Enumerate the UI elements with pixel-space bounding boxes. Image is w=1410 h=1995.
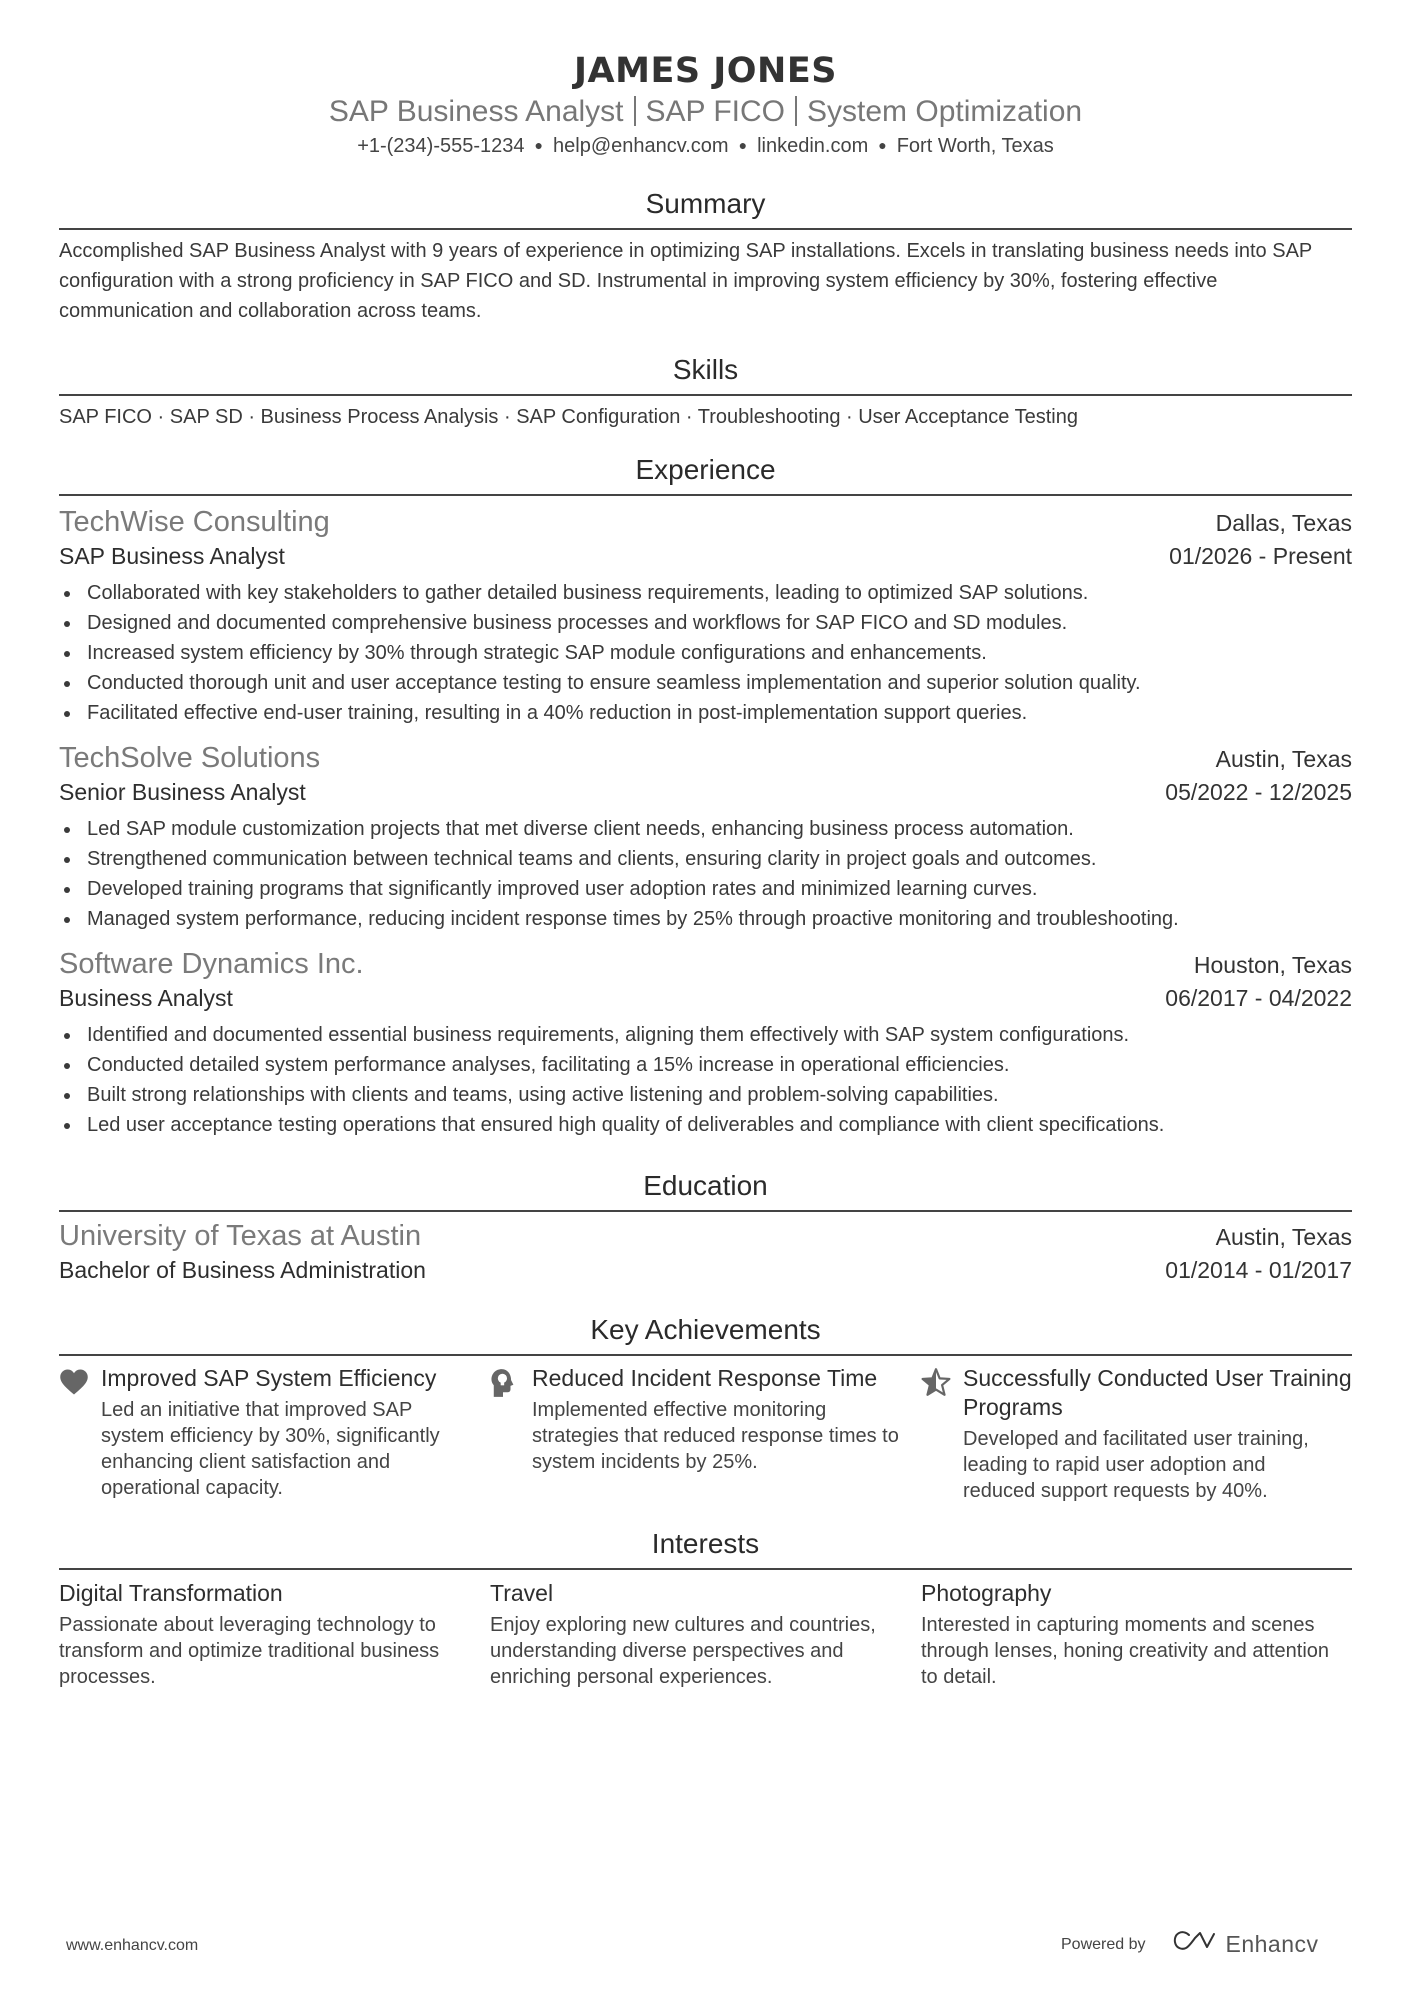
section-title: Key Achievements bbox=[590, 1314, 821, 1345]
job-title: Senior Business Analyst bbox=[59, 779, 306, 805]
location: Fort Worth, Texas bbox=[896, 135, 1054, 157]
education-dates: 01/2014 - 01/2017 bbox=[1165, 1257, 1352, 1283]
resume-header bbox=[59, 0, 1352, 160]
footer-branding[interactable] bbox=[1061, 1930, 1319, 1959]
phone: +1-(234)-555-1234 bbox=[357, 135, 525, 157]
company-name: TechSolve Solutions bbox=[59, 742, 321, 774]
education-section bbox=[59, 1168, 1352, 1286]
achievement-item bbox=[490, 1364, 921, 1504]
star-half-icon bbox=[921, 1364, 963, 1504]
section-title: Skills bbox=[672, 354, 739, 385]
headline-part: System Optimization bbox=[807, 95, 1083, 128]
job-dates: 05/2022 - 12/2025 bbox=[1165, 779, 1352, 805]
bullet-item: Facilitated effective end-user training, resulting in a 40% reduction in post-implementation support queries. bbox=[59, 698, 1352, 728]
heart-icon bbox=[59, 1364, 101, 1504]
job-title: Business Analyst bbox=[59, 985, 233, 1011]
job-title: SAP Business Analyst bbox=[59, 543, 285, 569]
achievement-item bbox=[921, 1364, 1352, 1504]
bullet-item: Conducted detailed system performance analyses, facilitating a 15% increase in operational efficiencies. bbox=[59, 1050, 1352, 1080]
bullet-item: Increased system efficiency by 30% through strategic SAP module configurations and enhancements. bbox=[59, 638, 1352, 668]
achievement-item bbox=[59, 1364, 490, 1504]
section-divider bbox=[59, 1354, 1352, 1356]
section-title: Experience bbox=[635, 454, 776, 485]
resume-page bbox=[59, 0, 1352, 1690]
headline-part: SAP Business Analyst bbox=[328, 95, 624, 128]
bullet-item: Identified and documented essential business requirements, aligning them effectively with SAP system configurations. bbox=[59, 1020, 1352, 1050]
bullet-item: Developed training programs that significantly improved user adoption rates and minimized learning curves. bbox=[59, 874, 1352, 904]
achievement-desc: Developed and facilitated user training, leading to rapid user adoption and reduced support requests by 40%. bbox=[963, 1428, 1309, 1502]
bullet-item: Strengthened communication between technical teams and clients, ensuring clarity in project goals and outcomes. bbox=[59, 844, 1352, 874]
bullet-item: Conducted thorough unit and user acceptance testing to ensure seamless implementation and superior solution quality. bbox=[59, 668, 1352, 698]
linkedin-link[interactable]: linkedin.com bbox=[757, 135, 869, 157]
bullet-item: Led user acceptance testing operations that ensured high quality of deliverables and compliance with client specifications. bbox=[59, 1110, 1352, 1140]
achievement-title: Improved SAP System Efficiency bbox=[101, 1365, 437, 1391]
interest-item bbox=[921, 1578, 1352, 1690]
interest-desc: Enjoy exploring new cultures and countries, understanding diverse perspectives and enriching personal experiences. bbox=[490, 1614, 876, 1688]
achievement-desc: Implemented effective monitoring strategies that reduced response times to system incidents by 25%. bbox=[532, 1399, 899, 1473]
footer-website-link[interactable]: www.enhancv.com bbox=[66, 1937, 199, 1954]
school-name: University of Texas at Austin bbox=[59, 1220, 422, 1252]
section-divider bbox=[59, 1210, 1352, 1212]
company-name: Software Dynamics Inc. bbox=[59, 948, 364, 980]
company-name: TechWise Consulting bbox=[59, 506, 330, 538]
experience-section bbox=[59, 452, 1352, 1140]
headline-divider bbox=[634, 96, 636, 126]
degree: Bachelor of Business Administration bbox=[59, 1257, 426, 1283]
job-bullets bbox=[59, 578, 1352, 728]
experience-entry bbox=[59, 504, 1352, 728]
interest-item bbox=[59, 1578, 490, 1690]
job-location: Dallas, Texas bbox=[1215, 510, 1352, 536]
bullet-separator: ● bbox=[738, 137, 748, 153]
headline bbox=[59, 93, 1352, 131]
bullet-item: Led SAP module customization projects that met diverse client needs, enhancing business process automation. bbox=[59, 814, 1352, 844]
experience-entry bbox=[59, 946, 1352, 1140]
achievements-section bbox=[59, 1312, 1352, 1504]
interest-desc: Passionate about leveraging technology to transform and optimize traditional business processes. bbox=[59, 1614, 440, 1688]
section-title: Education bbox=[643, 1170, 768, 1201]
achievement-title: Reduced Incident Response Time bbox=[532, 1365, 878, 1391]
candidate-name: JAMES JONES bbox=[574, 51, 837, 91]
job-bullets bbox=[59, 814, 1352, 934]
interests-section bbox=[59, 1526, 1352, 1690]
experience-entry bbox=[59, 740, 1352, 934]
job-dates: 01/2026 - Present bbox=[1169, 543, 1352, 569]
bullet-item: Designed and documented comprehensive business processes and workflows for SAP FICO and SD modules. bbox=[59, 608, 1352, 638]
interest-desc: Interested in capturing moments and scenes through lenses, honing creativity and attention to detail. bbox=[921, 1614, 1330, 1688]
bullet-item: Managed system performance, reducing incident response times by 25% through proactive monitoring and troubleshooting. bbox=[59, 904, 1352, 934]
section-title: Interests bbox=[651, 1528, 760, 1559]
headline-part: SAP FICO bbox=[645, 95, 785, 128]
email-link[interactable]: help@enhancv.com bbox=[553, 135, 729, 157]
bullet-separator: ● bbox=[534, 137, 543, 153]
enhancv-brand: Enhancv bbox=[1225, 1931, 1319, 1957]
interest-title: Photography bbox=[921, 1580, 1052, 1606]
powered-by-label: Powered by bbox=[1061, 1935, 1146, 1953]
contact-info bbox=[59, 131, 1352, 160]
education-entry bbox=[59, 1218, 1352, 1286]
section-divider bbox=[59, 1568, 1352, 1570]
achievement-title: Successfully Conducted User Training Programs bbox=[963, 1365, 1352, 1420]
head-lightbulb-icon bbox=[490, 1364, 532, 1504]
section-divider bbox=[59, 394, 1352, 396]
job-dates: 06/2017 - 04/2022 bbox=[1165, 985, 1352, 1011]
headline-divider bbox=[795, 96, 797, 126]
section-title: Summary bbox=[645, 188, 766, 219]
job-bullets bbox=[59, 1020, 1352, 1140]
section-divider bbox=[59, 494, 1352, 496]
job-location: Austin, Texas bbox=[1215, 746, 1352, 772]
bullet-item: Collaborated with key stakeholders to gather detailed business requirements, leading to optimized SAP solutions. bbox=[59, 578, 1352, 608]
skills-section bbox=[59, 352, 1352, 432]
interest-title: Digital Transformation bbox=[59, 1580, 283, 1606]
interest-title: Travel bbox=[490, 1580, 554, 1606]
summary-section bbox=[59, 186, 1352, 326]
bullet-separator: ● bbox=[878, 137, 887, 153]
achievement-desc: Led an initiative that improved SAP system efficiency by 30%, significantly enhancing client satisfaction and operational capacity. bbox=[101, 1399, 440, 1499]
interest-item bbox=[490, 1578, 921, 1690]
school-location: Austin, Texas bbox=[1215, 1224, 1352, 1250]
skills-list: SAP FICO · SAP SD · Business Process Analysis · SAP Configuration · Troubleshooting · User Acceptance Testing bbox=[59, 406, 1078, 428]
enhancv-logo-icon bbox=[1172, 1930, 1218, 1959]
summary-text: Accomplished SAP Business Analyst with 9 years of experience in optimizing SAP installations. Excels in translating business needs into SAP configuration with a strong proficiency in SAP FICO and SD. Instrumental in improving system efficiency by 30%, fostering effective communication and collaboration across teams. bbox=[59, 240, 1312, 322]
section-divider bbox=[59, 228, 1352, 230]
bullet-item: Built strong relationships with clients and teams, using active listening and problem-solving capabilities. bbox=[59, 1080, 1352, 1110]
job-location: Houston, Texas bbox=[1193, 952, 1352, 978]
